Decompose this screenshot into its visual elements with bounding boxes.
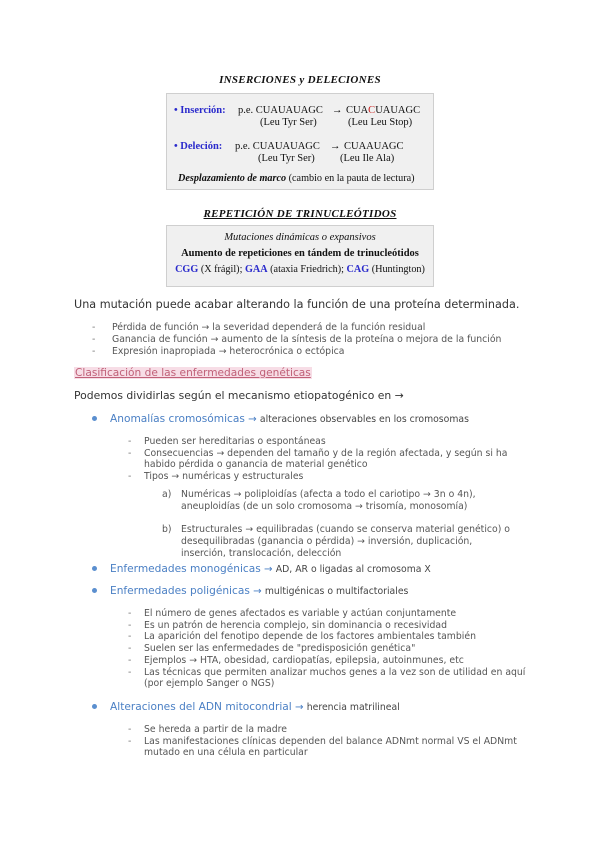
- figure2-line2: Aumento de repeticiones en tándem de trinucleótidos: [181, 248, 419, 259]
- insertion-label: • Inserción:: [174, 105, 226, 116]
- list-item: - Las técnicas que permiten analizar muchos genes a la vez son de utilidad en aquí (por ejemplo Sanger o NGS): [128, 667, 528, 690]
- polygenic-list: [128, 608, 528, 690]
- list-item: - Ganancia de función → aumento de la síntesis de la proteína o mejora de la función: [92, 334, 501, 346]
- list-item: - El número de genes afectados es variable y actúan conjuntamente: [128, 608, 528, 620]
- list-item: - Se hereda a partir de la madre: [128, 724, 528, 736]
- insertion-aa-mutated: (Leu Leu Stop): [348, 117, 413, 128]
- list-item: - La aparición del fenotipo depende de los factores ambientales también: [128, 631, 528, 643]
- figure2-examples: CGG (X frágil); GAA (ataxia Friedrich); CAG (Huntington): [175, 264, 425, 275]
- insertion-seq-original: p.e. CUAUAUAGC: [238, 105, 323, 116]
- list-item: b) Estructurales → equilibradas (cuando se conserva material genético) o desequilibradas (ganancia o pérdida) → inversión, duplicación, inserción, translocación, delección: [162, 524, 510, 559]
- chromosomal-list: [128, 436, 528, 483]
- bullet-dot-icon: [92, 566, 97, 571]
- deletion-seq-original: p.e. CUAUAUAGC: [235, 141, 320, 152]
- list-item: - Suelen ser las enfermedades de "predisposición genética": [128, 643, 528, 655]
- bullet-mitochondrial: Alteraciones del ADN mitocondrial → herencia matrilineal: [92, 701, 400, 713]
- insertion-aa-original: (Leu Tyr Ser): [260, 117, 317, 128]
- frameshift-note: Desplazamiento de marco (cambio en la pauta de lectura): [178, 173, 415, 184]
- list-item: - Tipos → numéricas y estructurales: [128, 471, 528, 483]
- insertion-seq-mutated: CUACUAUAGC: [346, 105, 421, 116]
- intro-paragraph: Una mutación puede acabar alterando la función de una proteína determinada.: [74, 298, 520, 311]
- list-item: - Es un patrón de herencia complejo, sin dominancia o recesividad: [128, 620, 528, 632]
- deletion-aa-mutated: (Leu Ile Ala): [340, 153, 395, 164]
- bullet-dot-icon: [92, 416, 97, 421]
- bullet-dot-icon: [92, 588, 97, 593]
- bullet-polygenic: Enfermedades poligénicas → multigénicas o multifactoriales: [92, 585, 408, 597]
- list-item: - Consecuencias → dependen del tamaño y de la región afectada, y según si ha habido pérdida o ganancia de material genético: [128, 448, 528, 471]
- mitochondrial-list: [128, 724, 528, 759]
- deletion-arrow: →: [330, 141, 341, 152]
- list-item: - Pérdida de función → la severidad dependerá de la función residual: [92, 322, 501, 334]
- figure2-title: REPETICIÓN DE TRINUCLEÓTIDOS: [203, 208, 397, 220]
- deletion-seq-mutated: CUAAUAGC: [344, 141, 404, 152]
- bullet-monogenic: Enfermedades monogénicas → AD, AR o ligadas al cromosoma X: [92, 563, 431, 575]
- figure2-line1: Mutaciones dinámicas o expansivos: [224, 232, 376, 243]
- list-item: - Las manifestaciones clínicas dependen del balance ADNmt normal VS el ADNmt mutado en una célula en particular: [128, 736, 528, 759]
- bullet-dot-icon: [92, 704, 97, 709]
- section-heading: Clasificación de las enfermedades genéticas: [75, 367, 311, 379]
- bullet-chromosomal: Anomalías cromosómicas → alteraciones observables en los cromosomas: [92, 413, 469, 425]
- figure1-title: INSERCIONES y DELECIONES: [219, 74, 381, 86]
- list-item: - Pueden ser hereditarias o espontáneas: [128, 436, 528, 448]
- deletion-label: • Deleción:: [174, 141, 223, 152]
- list-item: a) Numéricas → poliploidías (afecta a todo el cariotipo → 3n o 4n), aneuploidías (de un solo cromosoma → trisomía, monosomía): [162, 489, 476, 512]
- intro-list: [92, 322, 501, 358]
- list-item: - Expresión inapropiada → heterocrónica o ectópica: [92, 346, 501, 358]
- chromosomal-types: [162, 489, 518, 572]
- insertion-arrow: →: [332, 105, 343, 116]
- list-item: - Ejemplos → HTA, obesidad, cardiopatías, epilepsia, autoinmunes, etc: [128, 655, 528, 667]
- deletion-aa-original: (Leu Tyr Ser): [258, 153, 315, 164]
- classify-intro: Podemos dividirlas según el mecanismo etiopatogénico en →: [74, 389, 404, 402]
